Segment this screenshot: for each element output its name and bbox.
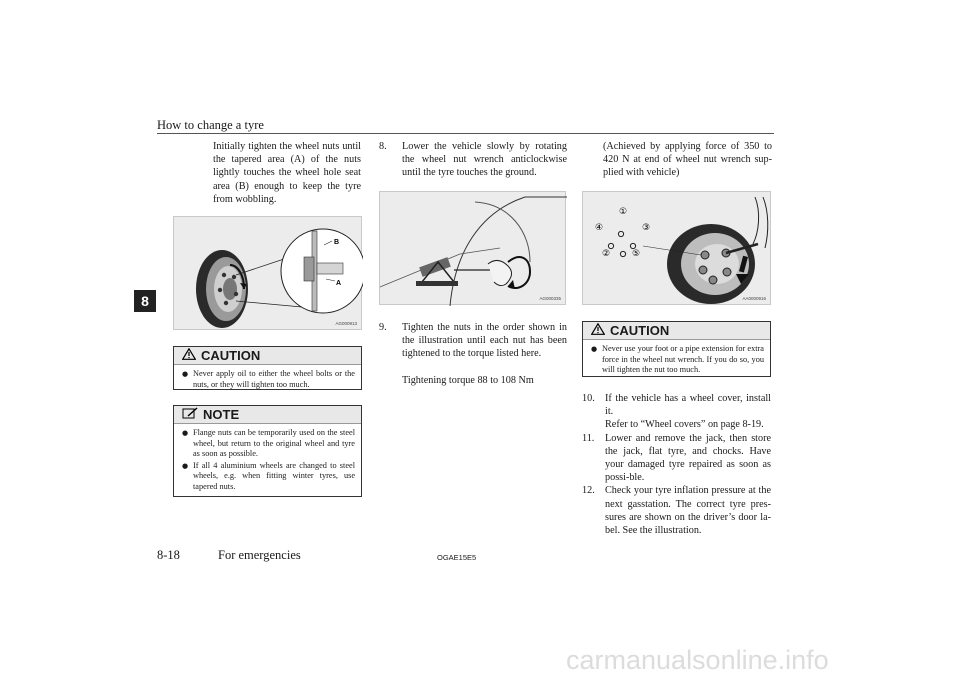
nut-order-5: ⑤ <box>632 249 641 259</box>
step-10-reference: Refer to “Wheel covers” on page 8-19. <box>605 419 764 431</box>
warning-icon <box>591 323 605 338</box>
wheel-nut-illustration <box>174 217 363 331</box>
caution-item: ● Never use your foot or a pipe extension for extra force in the wheel nut wrench. If you do so, you will tighten the nut too much. <box>591 344 764 374</box>
chapter-tab[interactable]: 8 <box>134 290 156 312</box>
bullet-icon: ● <box>182 429 189 437</box>
nut-order-4: ④ <box>595 223 604 233</box>
note-title: NOTE <box>203 407 240 422</box>
page-header-title: How to change a tyre <box>157 118 264 132</box>
warning-icon <box>182 348 196 363</box>
jack-lowering-illustration <box>380 192 567 306</box>
bullet-icon: ● <box>182 461 189 470</box>
note-item: ● Flange nuts can be temporarily used on the steel wheel, but return to the original wheel and tyre as soon as possible. <box>182 428 355 458</box>
torque-spec: Tightening torque 88 to 108 Nm <box>402 375 534 386</box>
caution-header <box>174 347 361 365</box>
caution-box <box>173 346 362 390</box>
caution-item: ● Never apply oil to either the wheel bolts or the nuts, or they will tighten too much. <box>182 369 355 389</box>
figure-code: AA0000916 <box>742 296 766 301</box>
note-header <box>174 406 361 424</box>
jack-lowering-figure <box>379 191 566 305</box>
note-box <box>173 405 362 497</box>
force-note: (Achieved by applying force of 350 to 420 N at end of wheel nut wrench sup-plied with vehicle) <box>603 141 772 179</box>
caution-title: CAUTION <box>610 323 670 338</box>
wheel-nut-figure <box>173 216 362 330</box>
nut-order-2: ② <box>602 249 611 259</box>
page-number: 8-18 <box>157 548 180 562</box>
document-code: OGAE15E5 <box>437 553 477 562</box>
caution-header <box>583 322 770 340</box>
steps-10-12 <box>582 392 771 537</box>
header-rule <box>157 133 774 134</box>
tightening-order-figure <box>582 191 771 305</box>
figure-code: AG000335 <box>539 296 561 301</box>
intro-paragraph: Initially tighten the wheel nuts until the tapered area (A) of the nuts lightly touches the wheel hole seat area (B) enough to keep the tyre from wobbling. <box>213 141 361 205</box>
figure-code: AG000913 <box>335 321 357 326</box>
note-pencil-icon <box>182 407 198 422</box>
section-name: For emergencies <box>218 548 301 562</box>
nut-order-1: ① <box>619 207 628 217</box>
caution-title: CAUTION <box>201 348 261 363</box>
caution-box <box>582 321 771 377</box>
label-a: A <box>336 280 342 287</box>
step-9: 9. Tighten the nuts in the order shown in the illustration until each nut has been tightened to the torque listed here. <box>379 322 567 360</box>
watermark: carmanualsonline.info <box>566 645 829 675</box>
bullet-icon: ● <box>591 345 598 353</box>
step-12: 12. Check your tyre inflation pressure at the next gasstation. The correct tyre pres-sures are shown on the driver’s door la-bel. See the illustration. <box>582 485 771 537</box>
bullet-icon: ● <box>182 370 189 378</box>
step-10: 10. If the vehicle has a wheel cover, install it. <box>582 393 771 418</box>
note-item: ● If all 4 aluminium wheels are changed to steel wheels, e.g. when fitting winter tyres, use tapered nuts. <box>182 460 355 491</box>
step-8: 8. Lower the vehicle slowly by rotating the wheel nut wrench anticlockwise until the tyre touches the ground. <box>379 141 567 179</box>
label-b: B <box>334 239 340 246</box>
tightening-order-illustration <box>583 192 772 306</box>
nut-order-3: ③ <box>642 223 651 233</box>
step-11: 11. Lower and remove the jack, then store the jack, flat tyre, and chocks. Have your damaged tyre repaired as soon as possi-ble. <box>582 432 771 484</box>
